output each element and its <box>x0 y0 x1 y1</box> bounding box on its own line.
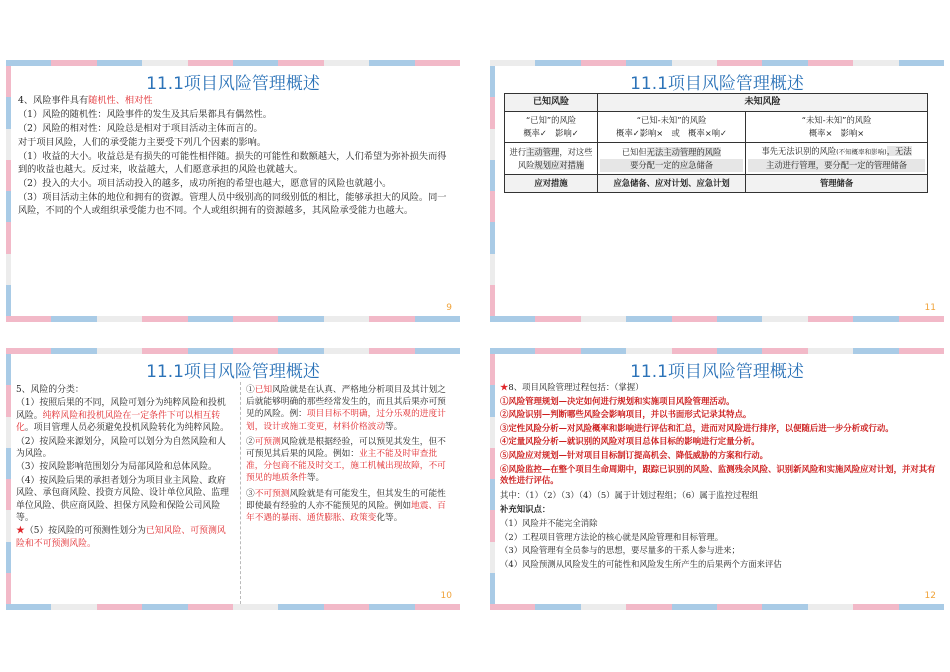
paragraph: （3）项目活动主体的地位和拥有的资源。管理人员中级别高的同级别低的相比，能够承担大的风险。同一风险，不同的个人或组织承受能力也不同。个人或组织拥有的资源越多，其风险承受能力也越大。 <box>18 192 447 216</box>
table-cell: 事先无法识别的风险(不知概率和影响)，无法 主动进行管理，要分配一定的管理储备 <box>746 143 928 175</box>
bottom-stripe <box>6 316 460 322</box>
paragraph: （4）按风险后果的承担者划分为项目业主风险、政府风险、承包商风险、投资方风险、设计单位风险、监理单位风险、供应商风险、担保方风险和保险公司风险等。 <box>16 475 229 524</box>
paragraph: （1）风险的随机性：风险事件的发生及其后果都具有偶然性。 <box>18 109 272 120</box>
table-footer-row <box>505 175 928 193</box>
list-item: ④定量风险分析—就识别的风险对项目总体目标的影响进行定量分析。 <box>500 436 760 447</box>
risk-table <box>504 93 928 193</box>
table-cell: “未知-未知”的风险 概率× 影响× <box>746 112 928 143</box>
top-stripe <box>490 60 944 66</box>
table-header-row <box>505 94 928 112</box>
bottom-stripe <box>490 604 944 610</box>
left-column <box>16 384 234 551</box>
list-item: ①风险管理规划—决定如何进行规划和实施项目风险管理活动。 <box>500 395 735 406</box>
page-number: 11 <box>924 303 936 313</box>
risk-traits-line: 4、风险事件具有随机性、相对性 <box>18 95 153 106</box>
paragraph: （2）风险的相对性：风险总是相对于项目活动主体而言的。 <box>18 123 263 134</box>
star-icon: ★ <box>16 526 25 537</box>
side-stripe <box>490 66 495 316</box>
supplement-title: 补充知识点： <box>500 504 551 515</box>
table-row <box>505 112 928 143</box>
paragraph: 其中：（1）（2）（3）（4）（5）属于计划过程组；（6）属于监控过程组 <box>500 489 759 500</box>
side-stripe <box>6 66 11 316</box>
paragraph: 对于项目风险，人们的承受能力主要受下列几个因素的影响。 <box>18 137 267 148</box>
column-divider <box>240 382 241 604</box>
paragraph: （2）投入的大小。项目活动投入的越多，成功所抱的希望也越大，愿意冒的风险也就越小。 <box>18 178 392 189</box>
slide-10 <box>6 348 460 610</box>
list-item: （4）风险预测从风险发生的可能性和风险发生所产生的后果两个方面来评估 <box>500 558 782 569</box>
list-item: ⑥风险监控—在整个项目生命周期中，跟踪已识别的风险、监测残余风险、识别新风险和实施风险应对计划，并对其有效性进行评估。 <box>500 463 936 486</box>
slide-11 <box>490 60 944 322</box>
paragraph: （1）按照后果的不同，风险可划分为纯粹风险和投机风险。纯粹风险和投机风险在一定条件下可以相互转化。项目管理人员必须避免投机风险转化为纯粹风险。 <box>16 398 229 434</box>
table-cell: 进行主动管理，对这些 风险规划应对措施 <box>505 143 598 175</box>
table-cell: 应急储备、应对计划、应急计划 <box>598 175 746 193</box>
table-cell: 应对措施 <box>505 175 598 193</box>
paragraph: （3）按风险影响范围划分为局部风险和总体风险。 <box>16 462 217 473</box>
top-stripe <box>6 348 460 354</box>
page-number: 9 <box>446 303 452 313</box>
paragraph: ★8、项目风险管理过程包括：（掌握） <box>500 382 644 392</box>
header-known-risk: 已知风险 <box>505 94 598 112</box>
paragraph: （1）收益的大小。收益总是有损失的可能性相伴随。损失的可能性和数额越大，人们希望为弥补损失而得到的收益也越大。反过来，收益越大，人们愿意承担的风险也就越大。 <box>18 151 447 175</box>
list-item: ③定性风险分析—对风险概率和影响进行评估和汇总，进而对风险进行排序，以便随后进一步分析或行动。 <box>500 422 894 433</box>
table-cell: 管理储备 <box>746 175 928 193</box>
side-stripe <box>490 354 495 604</box>
header-unknown-risk: 未知风险 <box>598 94 928 112</box>
star-icon: ★ <box>500 382 509 392</box>
page-number: 10 <box>440 591 452 601</box>
paragraph: ①已知风险就是在认真、严格地分析项目及其计划之后就能够明确的那些经常发生的，而且其后果亦可预见的风险。例：项目目标不明确，过分乐观的进度计划，设计或施工变更，材料价格波动等。 <box>246 385 446 432</box>
top-stripe <box>490 348 944 354</box>
slide-title: 11.1项目风险管理概述 <box>630 362 804 382</box>
slide-9 <box>6 60 460 322</box>
slide-body <box>18 94 448 218</box>
bottom-stripe <box>490 316 944 322</box>
right-column <box>246 384 452 525</box>
slide-12 <box>490 348 944 610</box>
bottom-stripe <box>6 604 460 610</box>
list-item: ②风险识别—判断哪些风险会影响项目，并以书面形式记录其特点。 <box>500 409 752 420</box>
list-item: （1）风险并不能完全消除 <box>500 517 598 528</box>
paragraph: 5、风险的分类： <box>16 385 84 395</box>
paragraph: （2）按风险来源划分，风险可以划分为自然风险和人为风险。 <box>16 436 226 460</box>
table-cell: “已知-未知”的风险 概率✓影响× 或 概率×响✓ <box>598 112 746 143</box>
slide-body <box>500 382 936 571</box>
paragraph: ③不可预测风险就是有可能发生，但其发生的可能性即使最有经验的人亦不能预见的风险。例如地震、百年不遇的暴雨、通货膨胀、政策变化等。 <box>246 488 446 524</box>
table-row <box>505 143 928 175</box>
table-cell: 已知但无法主动管理的风险 要分配一定的应急储备 <box>598 143 746 175</box>
paragraph: ★（5）按风险的可预测性划分为已知风险、可预测风险和不可预测风险。 <box>16 526 226 549</box>
list-item: ⑤风险应对规划—针对项目目标制订提高机会、降低威胁的方案和行动。 <box>500 449 768 460</box>
side-stripe <box>6 354 11 604</box>
slide-title: 11.1项目风险管理概述 <box>146 74 320 94</box>
table-cell: “已知”的风险 概率✓ 影响✓ <box>505 112 598 143</box>
top-stripe <box>6 60 460 66</box>
slide-title: 11.1项目风险管理概述 <box>146 362 320 382</box>
paragraph: ②可预测风险就是根据经验，可以预见其发生，但不可预见其后果的风险。例如：业主不能及时审查批准，分包商不能及时交工，施工机械出现故障，不可预见的地质条件等。 <box>246 436 446 484</box>
list-item: （3）风险管理有全员参与的思想，要尽量多的干系人参与进来； <box>500 545 740 556</box>
slide-title: 11.1项目风险管理概述 <box>630 74 804 94</box>
list-item: （2）工程项目管理方法论的核心就是风险管理和目标管理。 <box>500 531 724 542</box>
page-number: 12 <box>924 591 936 601</box>
